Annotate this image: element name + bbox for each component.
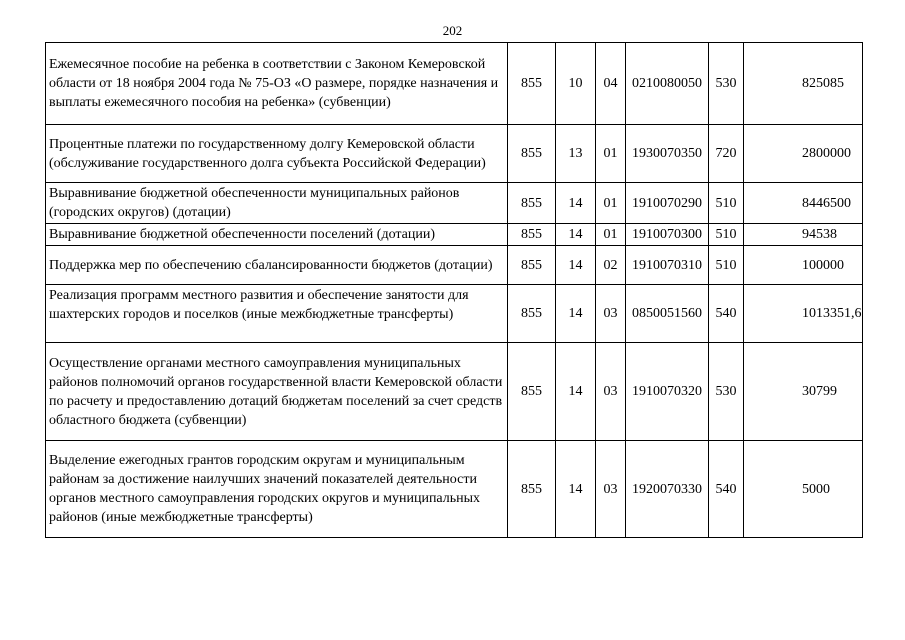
table-row	[46, 343, 863, 441]
section-code: 14	[556, 224, 596, 246]
subsection-code: 03	[596, 441, 626, 538]
amount: 100000	[744, 246, 863, 285]
section-code: 10	[556, 43, 596, 125]
expense-type-code: 510	[709, 246, 744, 285]
amount: 30799	[744, 343, 863, 441]
table-row	[46, 43, 863, 125]
expense-type-code: 540	[709, 441, 744, 538]
ministry-code: 855	[508, 441, 556, 538]
table-row	[46, 125, 863, 183]
target-article-code: 1920070330	[626, 441, 709, 538]
section-code: 14	[556, 285, 596, 343]
table-row	[46, 224, 863, 246]
amount: 8446500	[744, 183, 863, 224]
target-article-code: 0850051560	[626, 285, 709, 343]
ministry-code: 855	[508, 246, 556, 285]
ministry-code: 855	[508, 183, 556, 224]
row-description: Выравнивание бюджетной обеспеченности поселений (дотации)	[46, 224, 508, 246]
amount: 825085	[744, 43, 863, 125]
expense-type-code: 510	[709, 224, 744, 246]
row-description: Поддержка мер по обеспечению сбалансированности бюджетов (дотации)	[46, 246, 508, 285]
target-article-code: 1910070300	[626, 224, 709, 246]
ministry-code: 855	[508, 285, 556, 343]
table-row	[46, 285, 863, 343]
row-description: Осуществление органами местного самоуправления муниципальных районов полномочий органов государственной власти Кемеровской области по расчету и предоставлению дотаций бюджетам поселений за счет средств областного бюджета (субвенции)	[46, 343, 508, 441]
subsection-code: 03	[596, 285, 626, 343]
target-article-code: 0210080050	[626, 43, 709, 125]
table-row	[46, 441, 863, 538]
section-code: 13	[556, 125, 596, 183]
subsection-code: 03	[596, 343, 626, 441]
target-article-code: 1910070310	[626, 246, 709, 285]
section-code: 14	[556, 183, 596, 224]
expense-type-code: 510	[709, 183, 744, 224]
subsection-code: 02	[596, 246, 626, 285]
amount: 5000	[744, 441, 863, 538]
target-article-code: 1910070320	[626, 343, 709, 441]
expense-type-code: 540	[709, 285, 744, 343]
table-row	[46, 183, 863, 224]
subsection-code: 04	[596, 43, 626, 125]
row-description: Реализация программ местного развития и обеспечение занятости для шахтерских городов и поселков (иные межбюджетные трансферты)	[46, 285, 508, 343]
subsection-code: 01	[596, 125, 626, 183]
expense-type-code: 530	[709, 343, 744, 441]
page-number: 202	[442, 23, 463, 38]
section-code: 14	[556, 441, 596, 538]
budget-table	[45, 42, 863, 538]
row-description: Выравнивание бюджетной обеспеченности муниципальных районов (городских округов) (дотации)	[46, 183, 508, 224]
expense-type-code: 720	[709, 125, 744, 183]
ministry-code: 855	[508, 125, 556, 183]
target-article-code: 1930070350	[626, 125, 709, 183]
subsection-code: 01	[596, 224, 626, 246]
row-description: Процентные платежи по государственному долгу Кемеровской области (обслуживание государственного долга субъекта Российской Федерации)	[46, 125, 508, 183]
row-description: Ежемесячное пособие на ребенка в соответствии с Законом Кемеровской области от 18 ноября 2004 года № 75-ОЗ «О размере, порядке назначения и выплаты ежемесячного пособия на ребенка» (субвенции)	[46, 43, 508, 125]
amount: 2800000	[744, 125, 863, 183]
expense-type-code: 530	[709, 43, 744, 125]
ministry-code: 855	[508, 43, 556, 125]
amount: 94538	[744, 224, 863, 246]
section-code: 14	[556, 246, 596, 285]
amount: 1013351,6	[744, 285, 863, 343]
ministry-code: 855	[508, 224, 556, 246]
ministry-code: 855	[508, 343, 556, 441]
table-row	[46, 246, 863, 285]
section-code: 14	[556, 343, 596, 441]
subsection-code: 01	[596, 183, 626, 224]
target-article-code: 1910070290	[626, 183, 709, 224]
row-description: Выделение ежегодных грантов городским округам и муниципальным районам за достижение наилучших значений показателей деятельности органов местного самоуправления городских округов и муниципальных районов (иные межбюджетные трансферты)	[46, 441, 508, 538]
